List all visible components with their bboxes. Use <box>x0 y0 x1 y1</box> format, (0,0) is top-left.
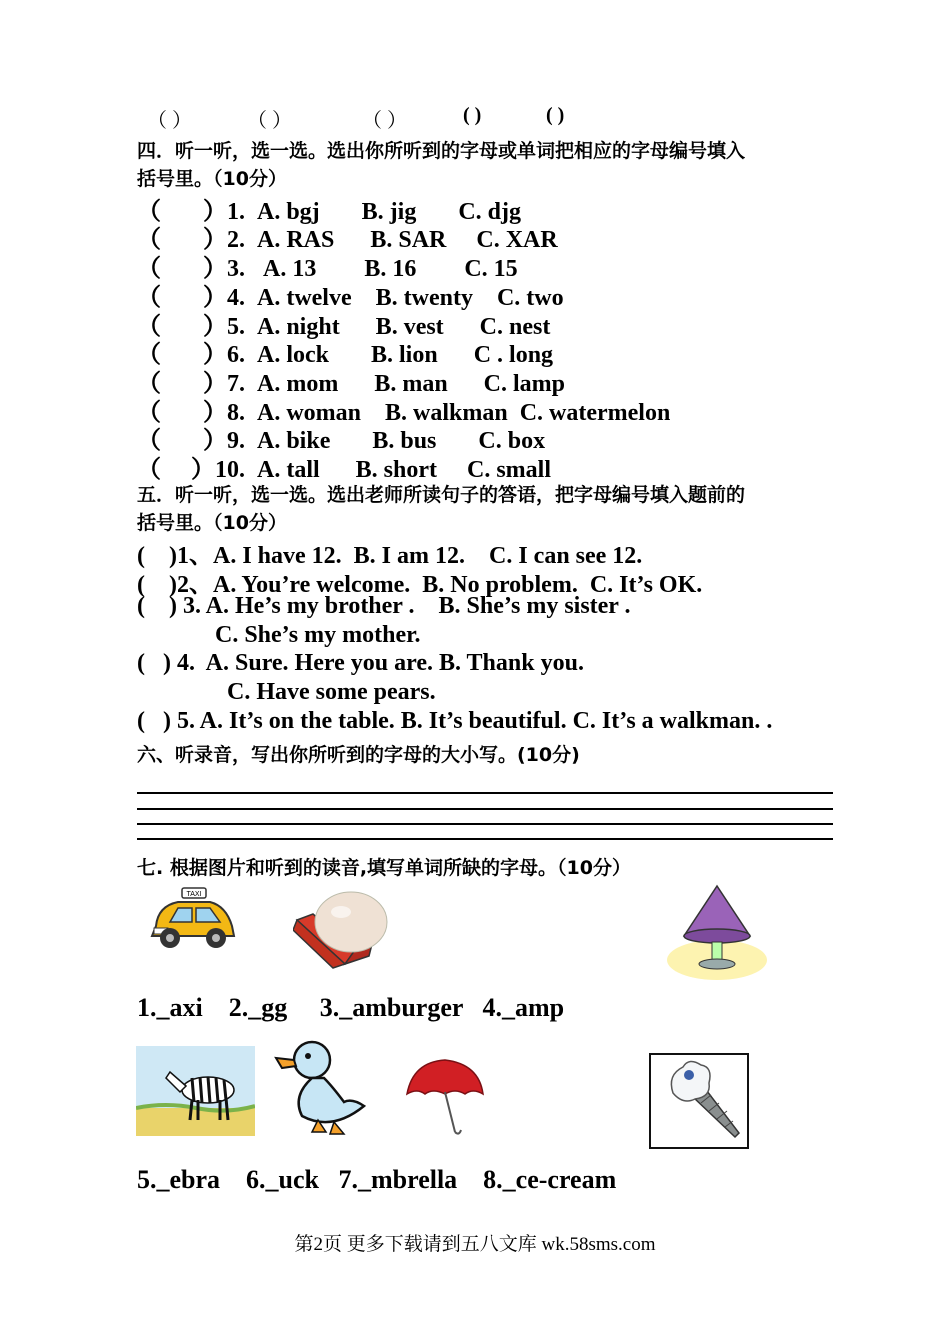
question-row-cont: C. Have some pears. <box>137 679 436 705</box>
answer-paren: （ ） <box>247 110 292 132</box>
question-row: ( ) 5. A. It’s on the table. B. It’s beautiful. C. It’s a walkman. . <box>137 708 773 734</box>
answer-paren: ( ) <box>463 104 482 126</box>
writing-line[interactable] <box>137 808 833 810</box>
answer-paren: ( ) <box>546 104 565 126</box>
lamp-picture <box>664 884 770 982</box>
section-6-title: 六、听录音，写出你所听到的字母的大小写。(10分) <box>137 744 580 766</box>
taxi-sign-text: TAXI <box>186 891 202 898</box>
answer-paren: （ ） <box>147 110 192 132</box>
writing-line[interactable] <box>137 838 833 840</box>
question-row: ( )2、A. You’re welcome. B. No problem. C. It’s OK. <box>137 572 703 598</box>
question-row: （ ）1. A. bgj B. jig C. djg <box>137 199 522 225</box>
zebra-picture <box>136 1046 255 1136</box>
question-row: （ ）5. A. night B. vest C. nest <box>137 314 551 340</box>
egg-picture <box>293 890 393 970</box>
question-row: （ ）8. A. woman B. walkman C. watermelon <box>137 400 671 426</box>
answer-paren: （ ） <box>362 110 407 132</box>
fill-in-row-1: 1._axi 2._gg 3._amburger 4._amp <box>137 993 565 1022</box>
question-row: （ ）10. A. tall B. short C. small <box>137 457 551 483</box>
question-row: （ ）3. A. 13 B. 16 C. 15 <box>137 256 518 282</box>
question-row: ( ) 4. A. Sure. Here you are. B. Thank you. <box>137 650 584 676</box>
umbrella-picture <box>403 1058 487 1136</box>
question-row: （ ）4. A. twelve B. twenty C. two <box>137 285 564 311</box>
duck-picture <box>272 1036 372 1140</box>
writing-line[interactable] <box>137 792 833 794</box>
page-footer: 第2页 更多下载请到五八文库 wk.58sms.com <box>294 1234 656 1255</box>
question-row: （ ）2. A. RAS B. SAR C. XAR <box>137 227 558 253</box>
section-7-title: 七. 根据图片和听到的读音,填写单词所缺的字母。（10分） <box>137 857 631 879</box>
taxi-picture <box>148 886 238 952</box>
question-row-cont: C. She’s my mother. <box>137 622 421 648</box>
question-row: （ ）7. A. mom B. man C. lamp <box>137 371 566 397</box>
question-row: ( )1、A. I have 12. B. I am 12. C. I can see 12. <box>137 543 643 569</box>
question-row: ( ) 3. A. He’s my brother . B. She’s my sister . <box>137 593 631 619</box>
fill-in-row-2: 5._ebra 6._uck 7._mbrella 8._ce-cream <box>137 1165 617 1194</box>
ice-cream-picture <box>649 1053 749 1149</box>
section-5-title-cont: 括号里。（10分） <box>137 512 287 534</box>
section-4-title: 四．听一听，选一选。选出你所听到的字母或单词把相应的字母编号填入 <box>137 140 746 162</box>
question-row: （ ）9. A. bike B. bus C. box <box>137 428 546 454</box>
section-4-title-cont: 括号里。（10分） <box>137 168 287 190</box>
writing-line[interactable] <box>137 823 833 825</box>
section-5-title: 五．听一听，选一选。选出老师所读句子的答语，把字母编号填入题前的 <box>137 484 746 506</box>
question-row: （ ）6. A. lock B. lion C . long <box>137 342 554 368</box>
